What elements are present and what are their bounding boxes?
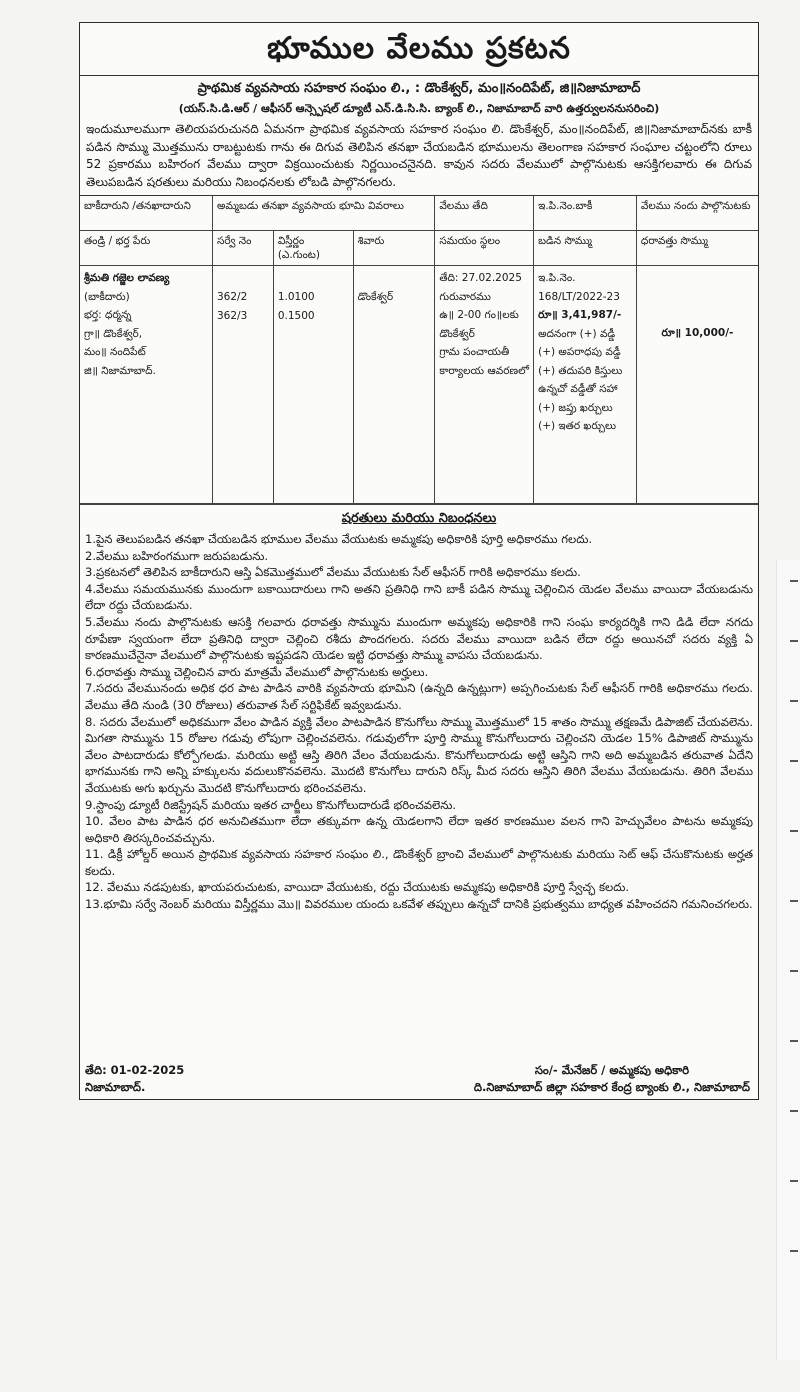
survey-cell <box>212 266 273 504</box>
auction-cell <box>435 266 534 504</box>
term-item: 8. సదరు వేలములో అధికముగా వేలం పాడిన వ్యక్తి వేలం పాటపాడిన కొనుగోలు సొమ్ము మొత్తములో 15 శాతం సొమ్ము తక్షణమే డిపాజిట్ చేయవలెను. మిగతా సొమ్మును 15 రోజుల గడువు లోపుగా చెల్లించవలెను. గడువులోగా పూర్తి సొమ్ము కొనుగోలుదారు చెల్లించని యెడల 15% డిపాజిట్ సొమ్మును వేలం పాటదారుడు కోల్పోగలడు. మరియు అట్టి ఆస్తి తిరిగి వేలం వేయబడును. కొనుగోలుదారుడు అట్టి ఆస్తిని గాని అది అమ్మబడిన తరువాత ఏదేని భాగమునకు గాని అన్ని హక్కులను వదులుకొనవలెను. మొదటి కొనుగోలు దారుని రిస్క్ మీద సదరు ఆస్తిని తిరిగి వేలము వేయబడును. తిరిగి వేలము వేయుటకు అగు ఖర్చును మొదటి కొనుగోలుదారు భరించవలెను. <box>85 714 753 795</box>
term-item: 10. వేలం పాట పాడిన ధర అనుచితముగా లేదా తక్కువగా ఉన్న యెడలగాని లేదా ఇతర కారణముల వలన గాని హెచ్చువేలం పాటను అమ్మకపు అధికారి తిరస్కరించవచ్చును. <box>85 814 753 845</box>
authority-line: (యస్.సి.డి.ఆర్ / ఆఫీసర్ ఆన్స్పెషల్ డ్యూటీ ఎన్.డి.సి.సి. బ్యాంక్ లి., నిజామాబాద్ వారి ఉత్తర్వులననుసరించి) <box>178 102 660 115</box>
borrower-mandal: మం॥ నందిపేట్ <box>84 346 146 358</box>
term-item: 6.ధరావత్తు సొమ్ము చెల్లించిన వారు మాత్రమే వేలములో పాల్గొనుటకు అర్హులు. <box>85 664 429 679</box>
header-time-place: సమయం స్థలం <box>435 231 534 266</box>
area-value: 0.1500 <box>277 309 315 322</box>
table-header-row-2 <box>80 231 758 266</box>
adjacent-text-fragment <box>790 640 798 642</box>
adjacent-text-fragment <box>790 700 798 702</box>
term-item: 3.ప్రకటనలో తెలిపిన బాకీదారుని ఆస్తి ఏకమొత్తములో వేలము వేయుటకు సేల్ ఆఫీసర్ గారికి అధికారము కలదు. <box>85 565 581 580</box>
header-village: శివారు <box>353 231 435 266</box>
deposit-amount: రూ॥ 10,000/- <box>661 327 734 339</box>
term-item: 5.వేలము నందు పాల్గొనుటకు ఆసక్తి గలవారు ధరావత్తు సొమ్మును ముందుగా అమ్మకపు అధికారికి గాని సంఘ కార్యదర్శికి గాని డిడి లేదా నగదు రూపేణా స్వయంగా లేదా ప్రతినిధి ద్వారా చెల్లించి రశీదు పొందగలరు. సదరు వేలము వాయిదా బడిన లేదా రద్దు అయినచో సదరు వ్యక్తి ఏ కారణముచేనైనా వేలములో పాల్గొనుటకు ఇష్టపడని యెడల ఇట్టి ధరావత్తు సొమ్ము వాపసు చేయబడును. <box>85 614 753 663</box>
table-row <box>80 266 758 504</box>
term-item: 13.భూమి సర్వే నెంబర్ మరియు విస్తీర్ణము మొ॥ వివరముల యందు ఒకవేళ తప్పులు ఉన్నచో దానికి ప్రభుత్వము బాధ్యత వహించదని గమనించగలరు. <box>85 897 753 912</box>
footer-left <box>85 1062 184 1096</box>
term-item: 12. వేలము నడపుటకు, ఖాయపరుచుటకు, వాయిదా వేయుటకు, రద్దు చేయుటకు అమ్మకపు అధికారికి పూర్తి స్వేచ్ఛ కలదు. <box>85 880 630 895</box>
signatory: సం/- మేనేజర్ / అమ్మకపు అధికారి <box>534 1063 690 1077</box>
term-item: 11. డిక్రీ హోల్డర్ అయిన ప్రాథమిక వ్యవసాయ సహకార సంఘం లి., డొంకేశ్వర్ బ్రాంచి వేలములో పాల్గొనుటకు మరియు సెట్ ఆఫ్ చేసుకొనుటకు అర్హత కలదు. <box>85 847 753 878</box>
table-header-row-1 <box>80 196 758 231</box>
area-cell <box>273 266 353 504</box>
area-value: 1.0100 <box>277 291 315 303</box>
survey-no: 362/3 <box>216 309 248 322</box>
auction-day: గురువారము <box>439 290 491 303</box>
term-item: 4.వేలము సమయమునకు ముందుగా బకాయిదారులు గాని అతని ప్రతినిధి గాని బాకీ పడిన సొమ్ము చెల్లించిన యెడల వేలము వాయిదా వేయబడును లేదా రద్దు చేయబడును. <box>85 581 753 613</box>
auction-time: ఉ॥ 2-00 గం॥లకు <box>439 309 519 321</box>
auction-date: తేది: 27.02.2025 <box>439 272 522 284</box>
auction-place: గ్రామ పంచాయతీ <box>439 346 510 358</box>
header-due-amount: బడిన సొమ్ము <box>534 231 637 266</box>
adjacent-text-fragment <box>790 760 798 762</box>
borrower-name: శ్రీమతి గజ్జెల లావణ్య <box>84 272 170 284</box>
adjacent-text-fragment <box>790 830 798 832</box>
notice-footer <box>80 1059 758 1099</box>
notice-place: నిజామాబాద్. <box>85 1080 146 1094</box>
terms-list <box>80 531 758 913</box>
due-extra: (+) ఇతర ఖర్చులు <box>538 420 617 432</box>
adjacent-page-edge <box>776 560 800 1360</box>
deposit-cell <box>636 266 758 504</box>
footer-right <box>474 1062 750 1096</box>
borrower-cell <box>80 266 212 504</box>
borrower-role: (బాకీదారు) <box>84 290 130 303</box>
header-deposit: వేలము నందు పాల్గొనుటకు <box>636 196 758 231</box>
bank-name: ది.నిజామాబాద్ జిల్లా సహకార కేంద్ర బ్యాంకు లి., నిజామాబాద్ <box>473 1080 750 1094</box>
due-extra: (+) జప్తు ఖర్చులు <box>538 401 613 414</box>
adjacent-text-fragment <box>790 1250 798 1252</box>
header-dues: ఇ.పి.నెం.బాకీ <box>534 196 637 231</box>
dues-cell <box>534 266 637 504</box>
header-borrower: బాకీదారుని /తనఖాదారుని <box>80 196 212 231</box>
survey-no: 362/2 <box>216 291 248 303</box>
adjacent-text-fragment <box>790 1180 798 1182</box>
adjacent-text-fragment <box>790 580 798 582</box>
village-cell <box>353 266 435 504</box>
due-extra: అదనంగా (+) వడ్డీ <box>538 327 616 340</box>
auction-place: కార్యాలయ ఆవరణలో <box>439 364 529 377</box>
header-father-husband: తండ్రి / భర్త పేరు <box>80 231 212 266</box>
header-area: విస్తీర్ణం (ఎ.గుంట) <box>273 231 353 266</box>
header-survey-no: సర్వే నెం <box>212 231 273 266</box>
terms-title: షరతులు మరియు నిబంధనలు <box>80 504 758 531</box>
term-item: 2.వేలము బహిరంగముగా జరుపబడును. <box>85 548 269 563</box>
due-extra: (+) తదుపరి కిస్తులు <box>538 364 623 377</box>
ep-label: ఇ.పి.నెం. <box>538 272 576 284</box>
borrower-husband: భర్త: ధర్మన్న <box>84 309 132 321</box>
due-extra: (+) అపరాధపు వడ్డీ <box>538 346 621 358</box>
auction-notice <box>79 22 759 1100</box>
adjacent-text-fragment <box>790 1110 798 1112</box>
ep-number: 168/LT/2022-23 <box>538 290 620 303</box>
notice-date: తేది: 01-02-2025 <box>85 1063 185 1077</box>
term-item: 1.పైన తెలుపబడిన తనఖా చేయబడిన భూముల వేలము వేయుటకు అమ్మకపు అధికారికి పూర్తి అధికారము గలదు. <box>85 532 593 546</box>
adjacent-text-fragment <box>790 970 798 972</box>
borrower-village: గ్రా॥ డొంకేశ్వర్, <box>84 327 143 340</box>
property-table <box>80 195 758 504</box>
term-item: 9.స్టాంపు డ్యూటీ రిజిస్ట్రేషన్ మరియు ఇతర చార్జీలు కొనుగోలుదారుడే భరించవలెను. <box>85 797 457 812</box>
due-extra: ఉన్నచో వడ్డీతో సహా <box>538 383 618 395</box>
intro-paragraph: ఇందుమూలముగా తెలియపరుచునది ఏమనగా ప్రాథమిక వ్యవసాయ సహకార సంఘం లి. డొంకేశ్వర్, మం॥నందిపేట్, జి॥నిజామాబాద్‌నకు బాకీ పడిన సొమ్ము మొత్తమును రాబట్టుటకు గాను ఈ దిగువ తెలిపిన తనఖా చేయబడిన భూములను తెలంగాణ సహకార సంఘాల చట్టంలోని రూలు 52 ప్రకారము బహిరంగ వేలము ద్వారా విక్రయించుటకు నిర్ణయించనైనది. కావున సదరు వేలములో పాల్గొనుటకు ఆసక్తిగలవారు ఈ దిగువ తెలుపబడిన షరతులు మరియు నిబంధనలకు లోబడి పాల్గొనగలరు. <box>86 122 752 189</box>
borrower-district: జి॥ నిజామాబాద్. <box>84 364 156 377</box>
auction-place: డొంకేశ్వర్ <box>439 327 475 340</box>
society-line: ప్రాథమిక వ్యవసాయ సహకార సంఘం లి., : డొంకేశ్వర్, మం॥నందిపేట్, జి॥నిజామాబాద్ <box>197 81 641 96</box>
notice-title: భూముల వేలము ప్రకటన <box>80 23 758 76</box>
term-item: 7.సదరు వేలమునందు అధిక ధర పాట పాడిన వారికి వ్యవసాయ భూమిని (ఉన్నది ఉన్నట్లుగా) అప్పగించుటకు సేల్ ఆఫీసర్ గారికి అధికారము గలదు. వేలము తేది నుండి (30 రోజులు) తరువాత సేల్ సర్టిఫికేట్ ఇవ్వబడును. <box>85 681 753 712</box>
due-amount: రూ॥ 3,41,987/- <box>538 309 622 321</box>
header-auction-date: వేలము తేది <box>435 196 534 231</box>
header-land-details: అమ్మబడు తనఖా వ్యవసాయ భూమి వివరాలు <box>212 196 434 231</box>
village-name: డొంకేశ్వర్ <box>357 291 394 303</box>
adjacent-text-fragment <box>790 1040 798 1042</box>
header-deposit-amount: ధరావత్తు సొమ్ము <box>636 231 758 266</box>
adjacent-text-fragment <box>790 900 798 902</box>
